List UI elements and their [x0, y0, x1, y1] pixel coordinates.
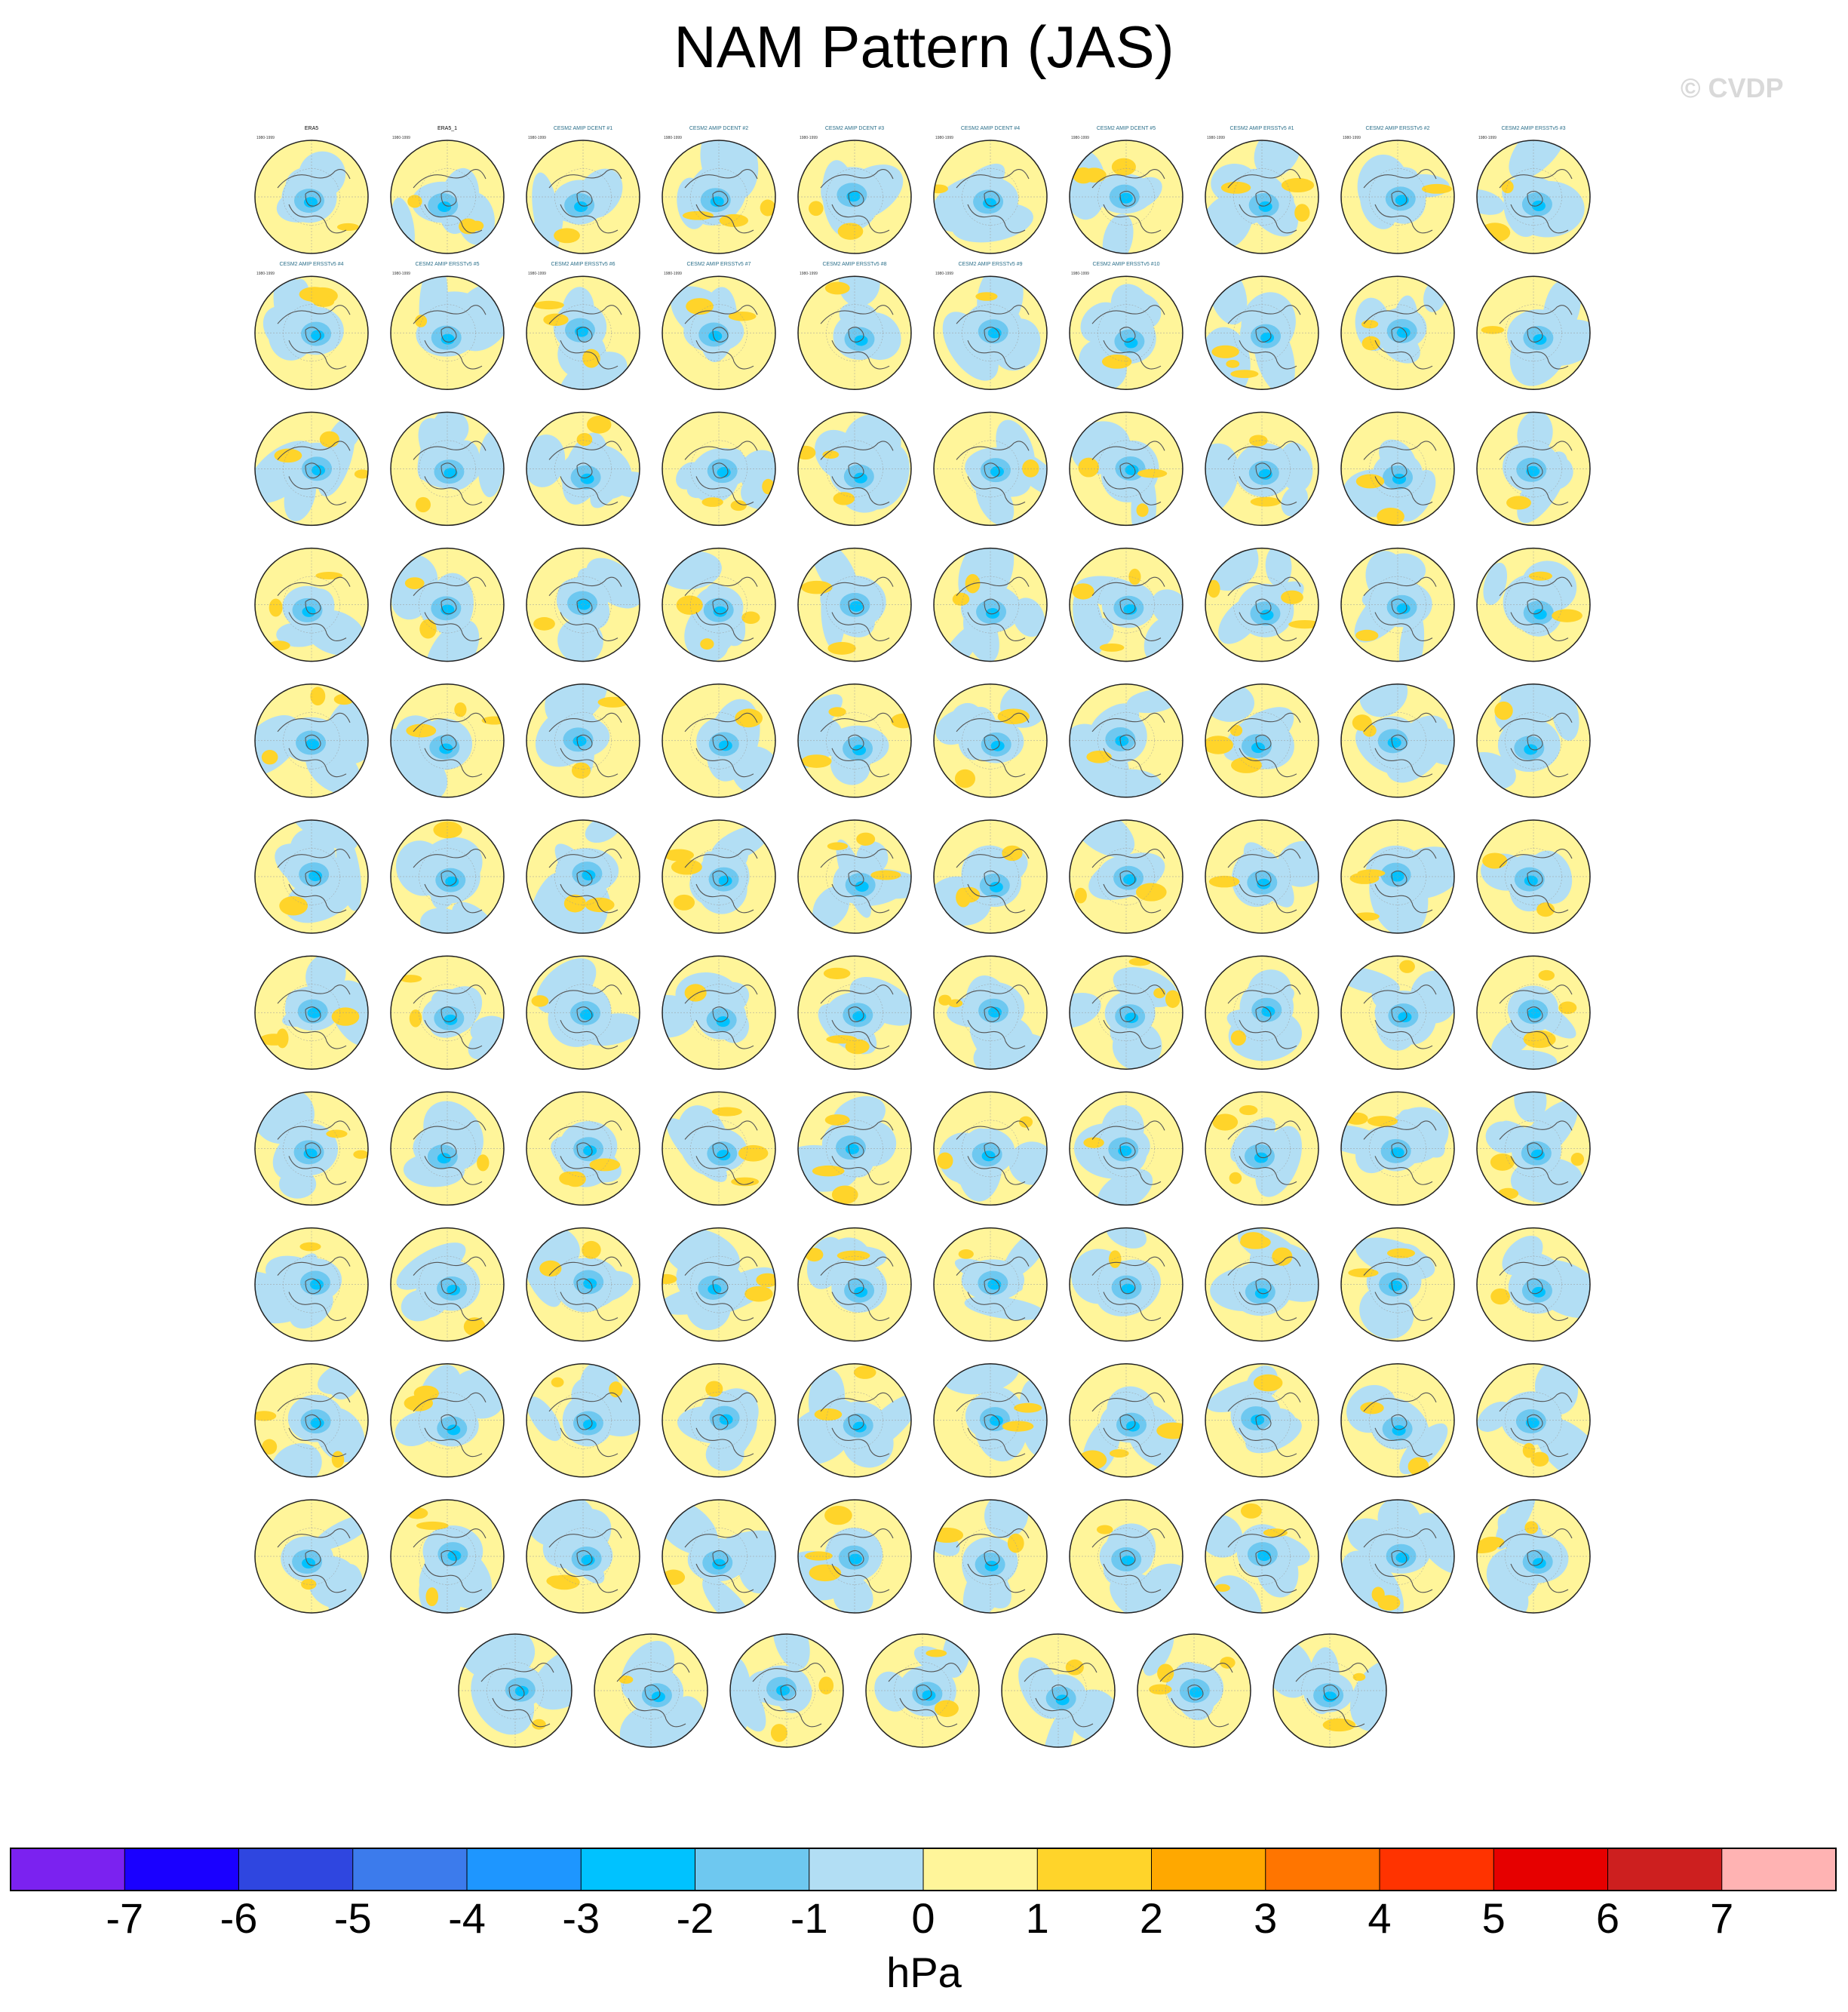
panel-years: 1980-1999 [1207, 136, 1225, 140]
colorbar-tick-label: -6 [219, 1894, 258, 1942]
panel-years: 1980-1999 [935, 272, 953, 277]
panel-years: 1980-1999 [392, 136, 410, 140]
colorbar-swatch [467, 1848, 582, 1891]
panel-years: 1980-1999 [1071, 136, 1089, 140]
panel-title: CESM2 AMIP ERSSTv5 #8 [822, 262, 887, 268]
page-title: NAM Pattern (JAS) [674, 14, 1174, 80]
colorbar-swatch [1608, 1848, 1723, 1891]
panel-title: CESM2 AMIP ERSSTv5 #4 [279, 262, 344, 268]
colorbar-tick-label: -7 [106, 1894, 144, 1942]
panel-title: CESM2 AMIP ERSSTv5 #6 [551, 262, 615, 268]
colorbar-units: hPa [886, 1949, 962, 1996]
panel-title: CESM2 AMIP ERSSTv5 #9 [958, 262, 1023, 268]
panel-title: CESM2 AMIP ERSSTv5 #3 [1501, 126, 1566, 131]
colorbar-swatch [1152, 1848, 1266, 1891]
colorbar-swatch [1380, 1848, 1494, 1891]
panel-years: 1980-1999 [935, 136, 953, 140]
colorbar-tick-label: -1 [790, 1894, 828, 1942]
panel-title: CESM2 AMIP DCENT #2 [689, 126, 749, 131]
colorbar-tick-label: 6 [1595, 1894, 1620, 1942]
colorbar-tick-label: -2 [676, 1894, 714, 1942]
panel-years: 1980-1999 [800, 272, 818, 277]
panel-years: 1980-1999 [528, 272, 546, 277]
panel-title: CESM2 AMIP DCENT #5 [1096, 126, 1156, 131]
panel-title: CESM2 AMIP ERSSTv5 #5 [415, 262, 480, 268]
colorbar-swatch [1266, 1848, 1380, 1891]
panel-title: CESM2 AMIP ERSSTv5 #7 [686, 262, 751, 268]
colorbar-tick-label: 7 [1710, 1894, 1734, 1942]
colorbar-swatch [923, 1848, 1038, 1891]
colorbar-tick-label: -5 [333, 1894, 372, 1942]
colorbar-tick-label: 4 [1368, 1894, 1392, 1942]
panel-years: 1980-1999 [392, 272, 410, 277]
panel-years: 1980-1999 [256, 136, 275, 140]
colorbar-swatch [124, 1848, 239, 1891]
colorbar-tick-label: -4 [448, 1894, 486, 1942]
panel-years: 1980-1999 [1071, 272, 1089, 277]
panel-years: 1980-1999 [256, 272, 275, 277]
panel-years: 1980-1999 [528, 136, 546, 140]
panel-title: CESM2 AMIP ERSSTv5 #1 [1229, 126, 1294, 131]
panel-title: CESM2 AMIP ERSSTv5 #2 [1365, 126, 1430, 131]
colorbar-tick-label: 1 [1025, 1894, 1049, 1942]
panel-years: 1980-1999 [1343, 136, 1361, 140]
panel-title: CESM2 AMIP DCENT #3 [824, 126, 885, 131]
colorbar-tick-label: 3 [1254, 1894, 1278, 1942]
colorbar-swatch [695, 1848, 810, 1891]
colorbar-swatch [239, 1848, 354, 1891]
colorbar-swatch [1037, 1848, 1152, 1891]
colorbar-swatch [581, 1848, 695, 1891]
panel-years: 1980-1999 [800, 136, 818, 140]
colorbar-swatch [11, 1848, 125, 1891]
colorbar-tick-label: 2 [1139, 1894, 1164, 1942]
colorbar-swatch [809, 1848, 924, 1891]
colorbar-tick-label: 5 [1481, 1894, 1506, 1942]
cvdp-watermark: © CVDP [1681, 72, 1784, 103]
panel-years: 1980-1999 [664, 136, 682, 140]
panel-title: CESM2 AMIP DCENT #1 [553, 126, 613, 131]
colorbar-tick-label: 0 [911, 1894, 935, 1942]
panel-title: ERA5 [304, 126, 319, 131]
panel-years: 1980-1999 [664, 272, 682, 277]
panel-title: CESM2 AMIP ERSSTv5 #10 [1092, 262, 1160, 268]
panel-years: 1980-1999 [1478, 136, 1497, 140]
colorbar-swatch [353, 1848, 468, 1891]
panel-title: CESM2 AMIP DCENT #4 [960, 126, 1021, 131]
colorbar-swatch [1493, 1848, 1608, 1891]
panel-title: ERA5_1 [437, 126, 458, 131]
colorbar-tick-label: -3 [562, 1894, 600, 1942]
colorbar-swatch [1722, 1848, 1837, 1891]
